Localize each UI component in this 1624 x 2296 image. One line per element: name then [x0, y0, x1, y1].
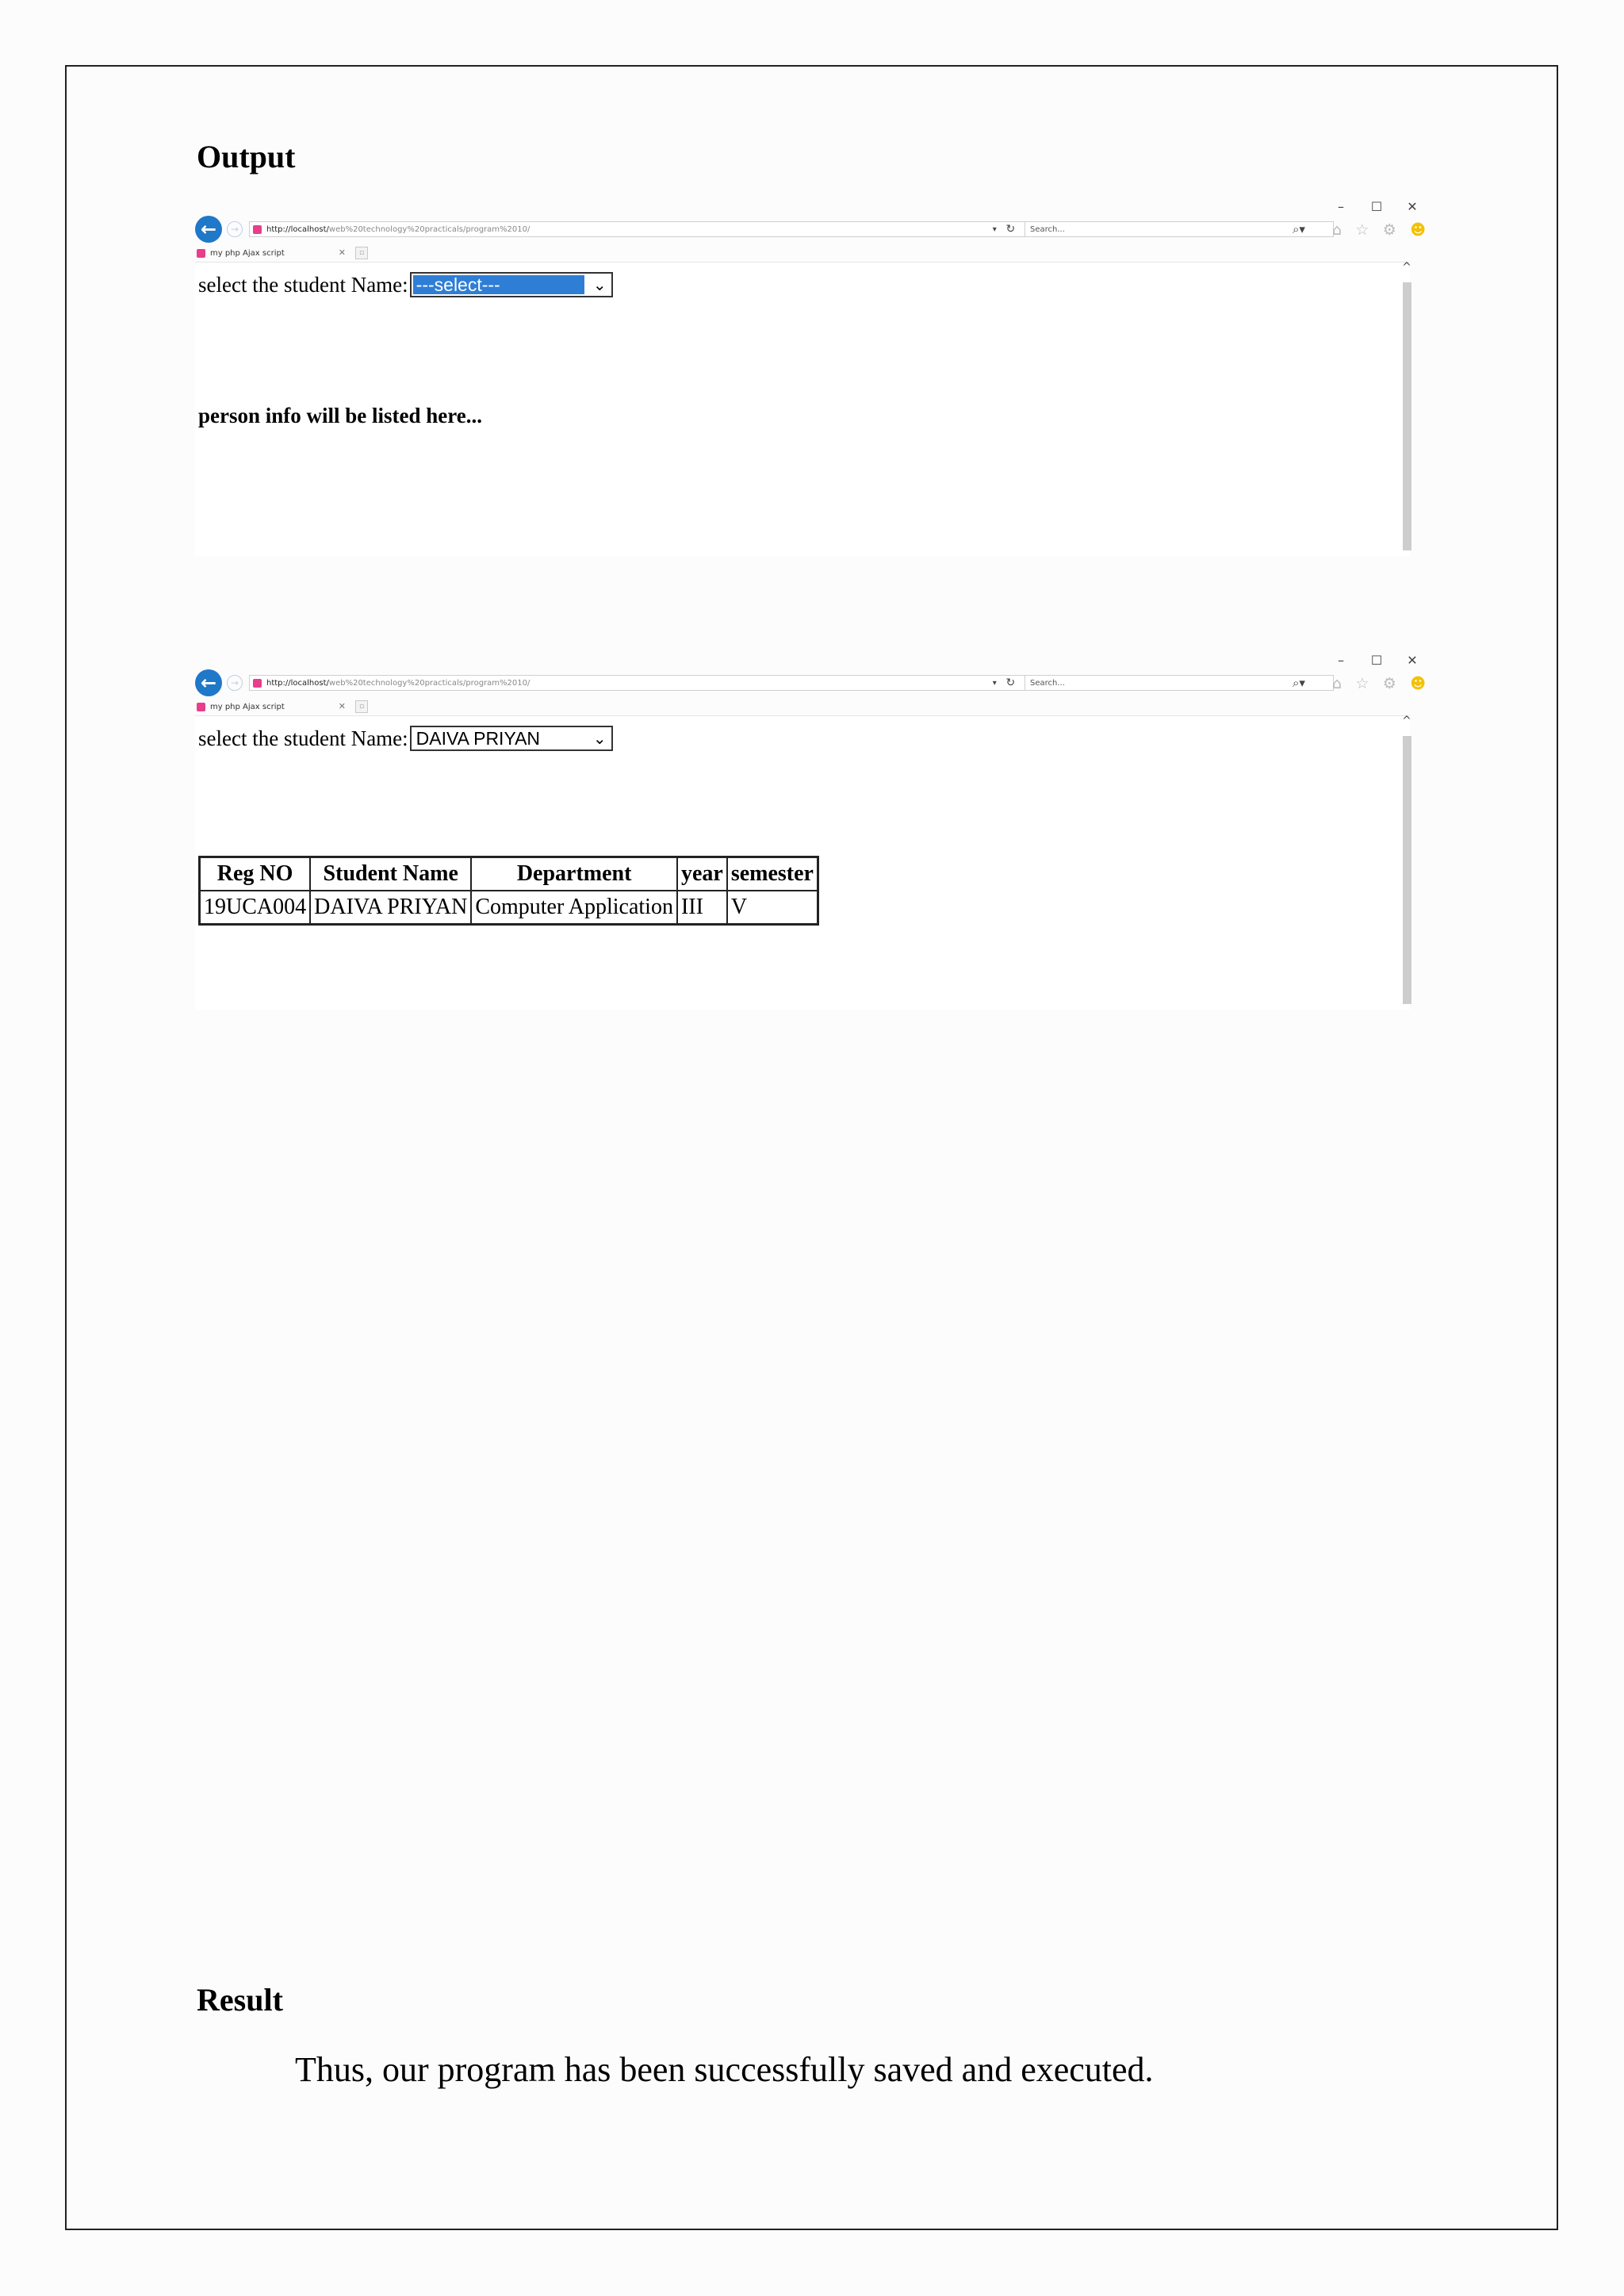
browser-screenshot-1	[195, 198, 1426, 568]
close-icon[interactable]: ✕	[1407, 652, 1418, 668]
page-viewport	[195, 262, 1410, 556]
scrollbar[interactable]	[1400, 715, 1413, 1009]
navigation-bar	[195, 669, 1426, 696]
window-controls	[1329, 198, 1424, 214]
minimize-icon[interactable]: –	[1338, 652, 1344, 668]
tab-favicon-icon	[197, 703, 205, 711]
column-header: Reg NO	[200, 857, 311, 891]
forward-arrow-icon[interactable]: →	[227, 221, 243, 237]
gear-icon[interactable]: ⚙	[1382, 675, 1396, 692]
column-header: Student Name	[310, 857, 471, 891]
student-select[interactable]	[410, 272, 613, 297]
smiley-icon[interactable]: ☻	[1410, 221, 1426, 239]
table-cell: DAIVA PRIYAN	[310, 891, 471, 925]
url-path: web%20technology%20practicals/program%2010/	[328, 224, 530, 234]
student-info-table	[198, 856, 819, 926]
column-header: year	[677, 857, 727, 891]
table-cell: V	[727, 891, 818, 925]
star-icon[interactable]: ☆	[1355, 675, 1369, 692]
scroll-thumb[interactable]	[1403, 282, 1411, 550]
student-select-row	[198, 272, 613, 297]
home-icon[interactable]: ⌂	[1332, 221, 1342, 239]
output-heading: Output	[197, 139, 296, 174]
url-path: web%20technology%20practicals/program%2010/	[328, 678, 530, 688]
back-arrow-icon[interactable]: ←	[195, 669, 222, 696]
page-viewport	[195, 715, 1410, 1010]
result-text: Thus, our program has been successfully saved and executed.	[295, 2050, 1154, 2089]
tab-close-icon[interactable]: ✕	[338, 701, 346, 711]
tab-my-php-ajax-script[interactable]	[195, 246, 350, 260]
column-header: Department	[471, 857, 677, 891]
scroll-thumb[interactable]	[1403, 736, 1411, 1004]
search-icon[interactable]: ⌕▾	[1293, 676, 1305, 690]
tab-close-icon[interactable]: ✕	[338, 247, 346, 258]
url-host: http://localhost/	[266, 224, 329, 234]
select-label: select the student Name:	[198, 272, 408, 297]
home-icon[interactable]: ⌂	[1332, 675, 1342, 692]
restore-icon[interactable]: ☐	[1370, 652, 1383, 668]
table-cell: 19UCA004	[200, 891, 311, 925]
minimize-icon[interactable]: –	[1338, 198, 1344, 214]
scroll-up-icon[interactable]: ^	[1402, 261, 1411, 274]
navigation-bar	[195, 216, 1426, 243]
gear-icon[interactable]: ⚙	[1382, 221, 1396, 239]
tab-bar	[195, 700, 1426, 714]
student-select-row	[198, 726, 613, 751]
table-cell: III	[677, 891, 727, 925]
address-tools	[988, 675, 1020, 691]
tab-title: my php Ajax script	[210, 248, 285, 258]
toolbar-icons	[1332, 675, 1426, 692]
window-controls	[1329, 652, 1424, 668]
result-heading: Result	[197, 1982, 283, 2018]
new-tab-button[interactable]: ▫	[355, 247, 368, 259]
toolbar-icons	[1332, 221, 1426, 239]
site-favicon-icon	[253, 225, 262, 234]
student-select[interactable]	[410, 726, 613, 751]
select-value: ---select---	[413, 275, 584, 294]
site-favicon-icon	[253, 679, 262, 688]
tab-title: my php Ajax script	[210, 702, 285, 711]
star-icon[interactable]: ☆	[1355, 221, 1369, 239]
tab-bar	[195, 246, 1426, 260]
scrollbar[interactable]	[1400, 262, 1413, 555]
search-input[interactable]: Search...	[1025, 675, 1334, 691]
select-value: DAIVA PRIYAN	[416, 728, 541, 749]
table-row	[200, 891, 818, 925]
dropdown-arrow-icon[interactable]: ▾	[992, 678, 997, 688]
person-info-placeholder: person info will be listed here...	[198, 404, 483, 427]
forward-arrow-icon[interactable]: →	[227, 675, 243, 691]
tab-favicon-icon	[197, 249, 205, 258]
url-host: http://localhost/	[266, 678, 329, 688]
tab-my-php-ajax-script[interactable]	[195, 700, 350, 714]
smiley-icon[interactable]: ☻	[1410, 675, 1426, 692]
refresh-icon[interactable]: ↻	[1005, 677, 1016, 689]
table-cell: Computer Application	[471, 891, 677, 925]
close-icon[interactable]: ✕	[1407, 198, 1418, 214]
chevron-down-icon: ⌄	[592, 729, 607, 748]
address-tools	[988, 221, 1020, 237]
search-icon[interactable]: ⌕▾	[1293, 222, 1305, 236]
restore-icon[interactable]: ☐	[1370, 198, 1383, 214]
column-header: semester	[727, 857, 818, 891]
new-tab-button[interactable]: ▫	[355, 700, 368, 713]
browser-screenshot-2	[195, 652, 1426, 1022]
select-label: select the student Name:	[198, 726, 408, 750]
dropdown-arrow-icon[interactable]: ▾	[992, 224, 997, 234]
scroll-up-icon[interactable]: ^	[1402, 715, 1411, 727]
search-input[interactable]: Search...	[1025, 221, 1334, 237]
address-bar[interactable]	[249, 675, 1050, 691]
table-header-row	[200, 857, 818, 891]
refresh-icon[interactable]: ↻	[1005, 223, 1016, 236]
chevron-down-icon: ⌄	[592, 275, 607, 294]
back-arrow-icon[interactable]: ←	[195, 216, 222, 243]
address-bar[interactable]	[249, 221, 1050, 237]
